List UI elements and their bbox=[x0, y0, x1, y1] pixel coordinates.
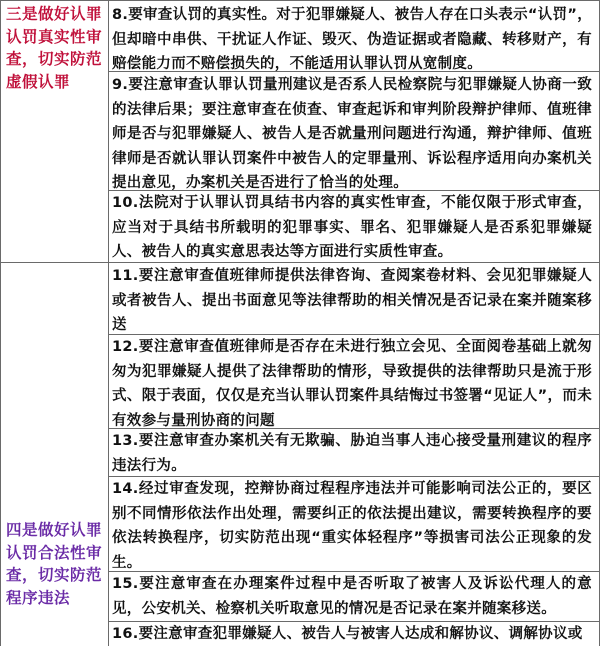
item-16: 16.要注意审查犯罪嫌疑人、被告人与被害人达成和解协议、调解协议或 bbox=[112, 626, 583, 642]
item-8: 8.要审查认罚的真实性。对于犯罪嫌疑人、被告人存在口头表示“认罚”，但却暗中串供、干扰证人作证、毁灭、伪造证据或者隐藏、转移财产，有赔偿能力而不赔偿损失的，不能适用认罪认罚从宽制度。 bbox=[112, 7, 592, 72]
row-divider bbox=[108, 262, 600, 263]
section-label-legality: 四是做好认罪认罚合法性审查，切实防范程序违法 bbox=[6, 521, 103, 607]
item-15: 15.要注意审查在办理案件过程中是否听取了被害人及诉讼代理人的意见，公安机关、检察机关听取意见的情况是否记录在案并随案移送。 bbox=[112, 576, 592, 617]
item-13: 13.要注意审查办案机关有无欺骗、胁迫当事人违心接受量刑建议的程序违法行为。 bbox=[112, 433, 592, 474]
item-14: 14.经过审查发现，控辩协商过程程序违法并可能影响司法公正的，要区别不同情形依法作出处理，需要纠正的依法提出建议，需要转换程序的要依法转换程序，切实防范出现“重实体轻程序”等损害司法公正现象的发生。 bbox=[112, 481, 592, 571]
column-divider bbox=[108, 0, 109, 646]
item-10: 10.法院对于认罪认罚具结书内容的真实性审查，不能仅限于形式审查，应当对于具结书所载明的犯罪事实、罪名、犯罪嫌疑人是否系犯罪嫌疑人、被告人的真实意思表达等方面进行实质性审查。 bbox=[112, 195, 592, 260]
row-divider bbox=[108, 71, 600, 72]
item-12: 12.要注意审查值班律师是否存在未进行独立会见、全面阅卷基础上就匆匆为犯罪嫌疑人提供了法律帮助的情形，导致提供的法律帮助只是流于形式、限于表面，仅仅是充当认罪认罚案件具结悔过书签署“见证人”，而未有效参与量刑协商的问题 bbox=[112, 339, 592, 429]
item-11: 11.要注意审查值班律师提供法律咨询、查阅案卷材料、会见犯罪嫌疑人或者被告人、提出书面意见等法律帮助的相关情况是否记录在案并随案移送 bbox=[112, 268, 592, 333]
item-9: 9.要注意审查认罪认罚量刑建议是否系人民检察院与犯罪嫌疑人协商一致的法律后果；要注意审查在侦查、审查起诉和审判阶段辩护律师、值班律师是否与犯罪嫌疑人、被告人是否就量刑问题进行沟通，辩护律师、值班律师是否就认罪认罚案件中被告人的定罪量刑、诉讼程序适用向办案机关提出意见，办案机关是否进行了恰当的处理。 bbox=[112, 77, 592, 191]
section-label-authenticity: 三是做好认罪认罚真实性审查，切实防范虚假认罪 bbox=[6, 5, 103, 91]
section-divider bbox=[0, 262, 108, 263]
